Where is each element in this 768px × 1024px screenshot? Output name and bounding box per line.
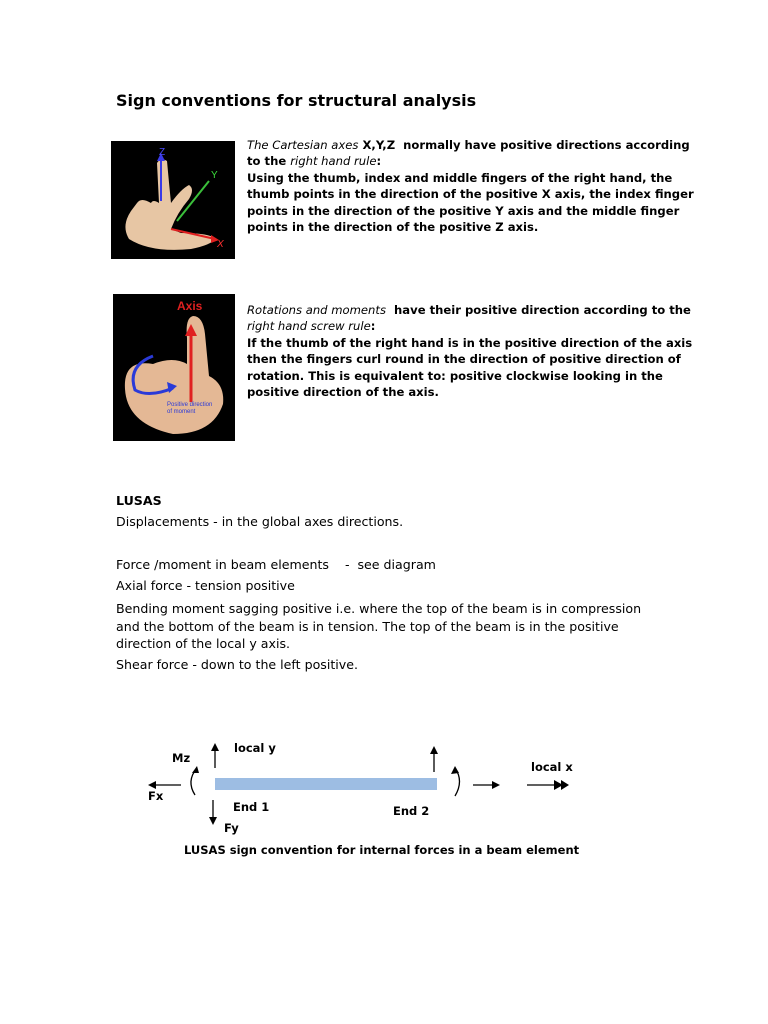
axis-label: Axis: [177, 299, 203, 313]
cartesian-colon: :: [376, 154, 382, 169]
rotations-body-line: positive direction of the axis.: [247, 385, 439, 400]
fx-label: Fx: [148, 789, 164, 803]
local-x-arrowhead-2: [561, 780, 569, 790]
cartesian-body-line: points in the direction of the positive Y axis and the middle finger: [247, 203, 680, 218]
cartesian-body-line: thumb points in the direction of the positive X axis, the index finger: [247, 187, 694, 202]
mz-end1-arrowhead: [192, 766, 199, 773]
cartesian-body-line: points in the direction of the positive Z axis.: [247, 220, 539, 235]
mz-end2-arrowhead: [451, 766, 459, 774]
positive-direction-note-2: of moment: [167, 409, 196, 415]
mz-text: Mz: [172, 751, 191, 765]
y-axis-label: Y: [211, 170, 218, 181]
x-axis-label: X: [217, 239, 224, 250]
z-axis-label: Z: [159, 147, 166, 158]
rotations-body-line: If the thumb of the right hand is in the positive direction of the axis: [247, 335, 693, 350]
cartesian-line2-pre: to the: [247, 154, 291, 169]
rotations-line1-rest: have their positive direction according to the: [385, 303, 691, 317]
right-hand-screw-rule-term: right hand screw rule: [247, 319, 371, 334]
right-hand-rule-term: right hand rule: [290, 154, 377, 169]
lusas-heading: LUSAS: [116, 493, 162, 508]
axial-force-text: Axial force - tension positive: [116, 578, 295, 593]
positive-direction-note-1: Positive direction: [167, 402, 213, 408]
local-y-label: local y: [234, 741, 276, 755]
diagram-caption: LUSAS sign convention for internal forces in a beam element: [184, 843, 580, 857]
fy-label: Fy: [224, 821, 239, 835]
end2-label: End 2: [393, 804, 430, 818]
force-moment-text: Force /moment in beam elements - see diagram: [116, 557, 436, 572]
cartesian-line1-rest: X,Y,Z normally have positive directions according: [358, 138, 690, 152]
rotations-term: Rotations and moments: [247, 303, 386, 317]
local-x-label: local x: [531, 760, 573, 774]
beam-element: [215, 778, 437, 790]
mz-label: [172, 751, 190, 765]
bending-line: and the bottom of the beam is in tension. The top of the beam is in the positive: [116, 618, 619, 634]
end1-label: End 1: [233, 800, 270, 814]
bending-line: Bending moment sagging positive i.e. where the top of the beam is in compression: [116, 601, 642, 616]
rotations-body-line: then the fingers curl round in the direction of positive direction of: [247, 352, 681, 367]
displacements-text: Displacements - in the global axes directions.: [116, 514, 404, 529]
bending-line: direction of the local y axis.: [116, 636, 291, 651]
cartesian-term: The Cartesian axes: [247, 138, 359, 152]
cartesian-body-line: Using the thumb, index and middle fingers of the right hand, the: [247, 170, 673, 185]
rotations-body-line: rotation. This is equivalent to: positive clockwise looking in the: [247, 368, 663, 383]
page-title: Sign conventions for structural analysis: [116, 91, 477, 110]
rotations-colon: :: [370, 319, 376, 334]
shear-force-text: Shear force - down to the left positive.: [116, 657, 358, 672]
